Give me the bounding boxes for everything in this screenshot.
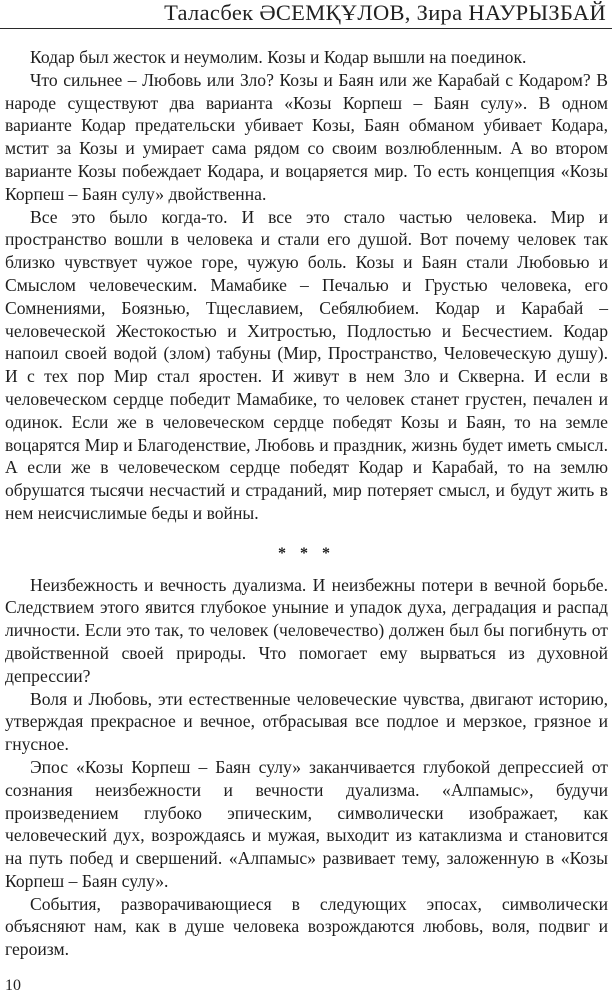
paragraph: Все это было когда-то. И все это стало частью человека. Мир и пространство вошли в человека и стали его душой. Вот почему человек так близко чувствует чужое горе, чужую боль. Козы и Баян стали Любовью и Смыслом человеческим. Мамабике – Печалью и Грустью человека, его Сомнениями, Боязнью, Тщеславием, Себялюбием. Кодар и Карабай – человеческой Жестокостью и Хитростью, Подлостью и Бесчестием. Кодар напоил своей водой (злом) табуны (Мир, Пространство, Человеческую душу). И с тех пор Мир стал яростен. И живут в нем Зло и Скверна. И если в человеческом сердце победит Мамабике, то человек станет грустен, печален и одинок. Если же в человеческом сердце победят Козы и Баян, то на земле воцарятся Мир и Благоденствие, Любовь и праздник, жизнь будет иметь смысл. А если же в человеческом сердце победят Кодар и Карабай, то на землю обрушатся тысячи несчастий и страданий, мир потеряет смысл, и будут жить в нем неисчислимые беды и войны. [5,206,608,523]
paragraph: Воля и Любовь, эти естественные человеческие чувства, двигают историю, утверждая прекрасное и вечное, отбрасывая все подлое и мерзкое, грязное и гнусное. [5,688,608,755]
section-separator: * * * [278,544,335,562]
body-text [5,46,608,961]
page-number: 10 [5,977,21,994]
paragraph: Неизбежность и вечность дуализма. И неизбежны потери в вечной борьбе. Следствием этого явится глубокое уныние и упадок духа, деградация и распад личности. Если это так, то человек (человечество) должен был бы погибнуть от двойственной своей природы. Что помогает ему вырваться из духовной депрессии? [5,574,608,686]
paragraph: Кодар был жесток и неумолим. Козы и Кодар вышли на поединок. [30,47,527,67]
paragraph: События, разворачивающиеся в следующих эпосах, символически объясняют нам, как в душе человека возрождаются любовь, воля, подвиг и героизм. [5,893,608,960]
running-head-text: Таласбек ӘСЕМҚҰЛОВ, Зира НАУРЫЗБАЙ [164,0,606,25]
paragraph: Эпос «Козы Корпеш – Баян сулу» заканчивается глубокой депрессией от сознания неизбежности и вечности дуализма. «Алпамыс», будучи произведением глубоко эпическим, символически изображает, как человеческий дух, возрождаясь и мужая, выходит из катаклизма и становится на путь побед и свершений. «Алпамыс» развивает тему, заложенную в «Козы Корпеш – Баян сулу». [5,756,608,891]
running-head [0,0,612,29]
paragraph: Что сильнее – Любовь или Зло? Козы и Баян или же Карабай с Кодаром? В народе существуют два варианта «Козы Корпеш – Баян сулу». В одном варианте Кодар предательски убивает Козы, Баян обманом убивает Кодара, мстит за Козы и умирает сама рядом со своим возлюбленным. А во втором варианте Козы побеждает Кодара, и воцаряется мир. То есть концепция «Козы Корпеш – Баян сулу» двойственна. [5,69,608,204]
